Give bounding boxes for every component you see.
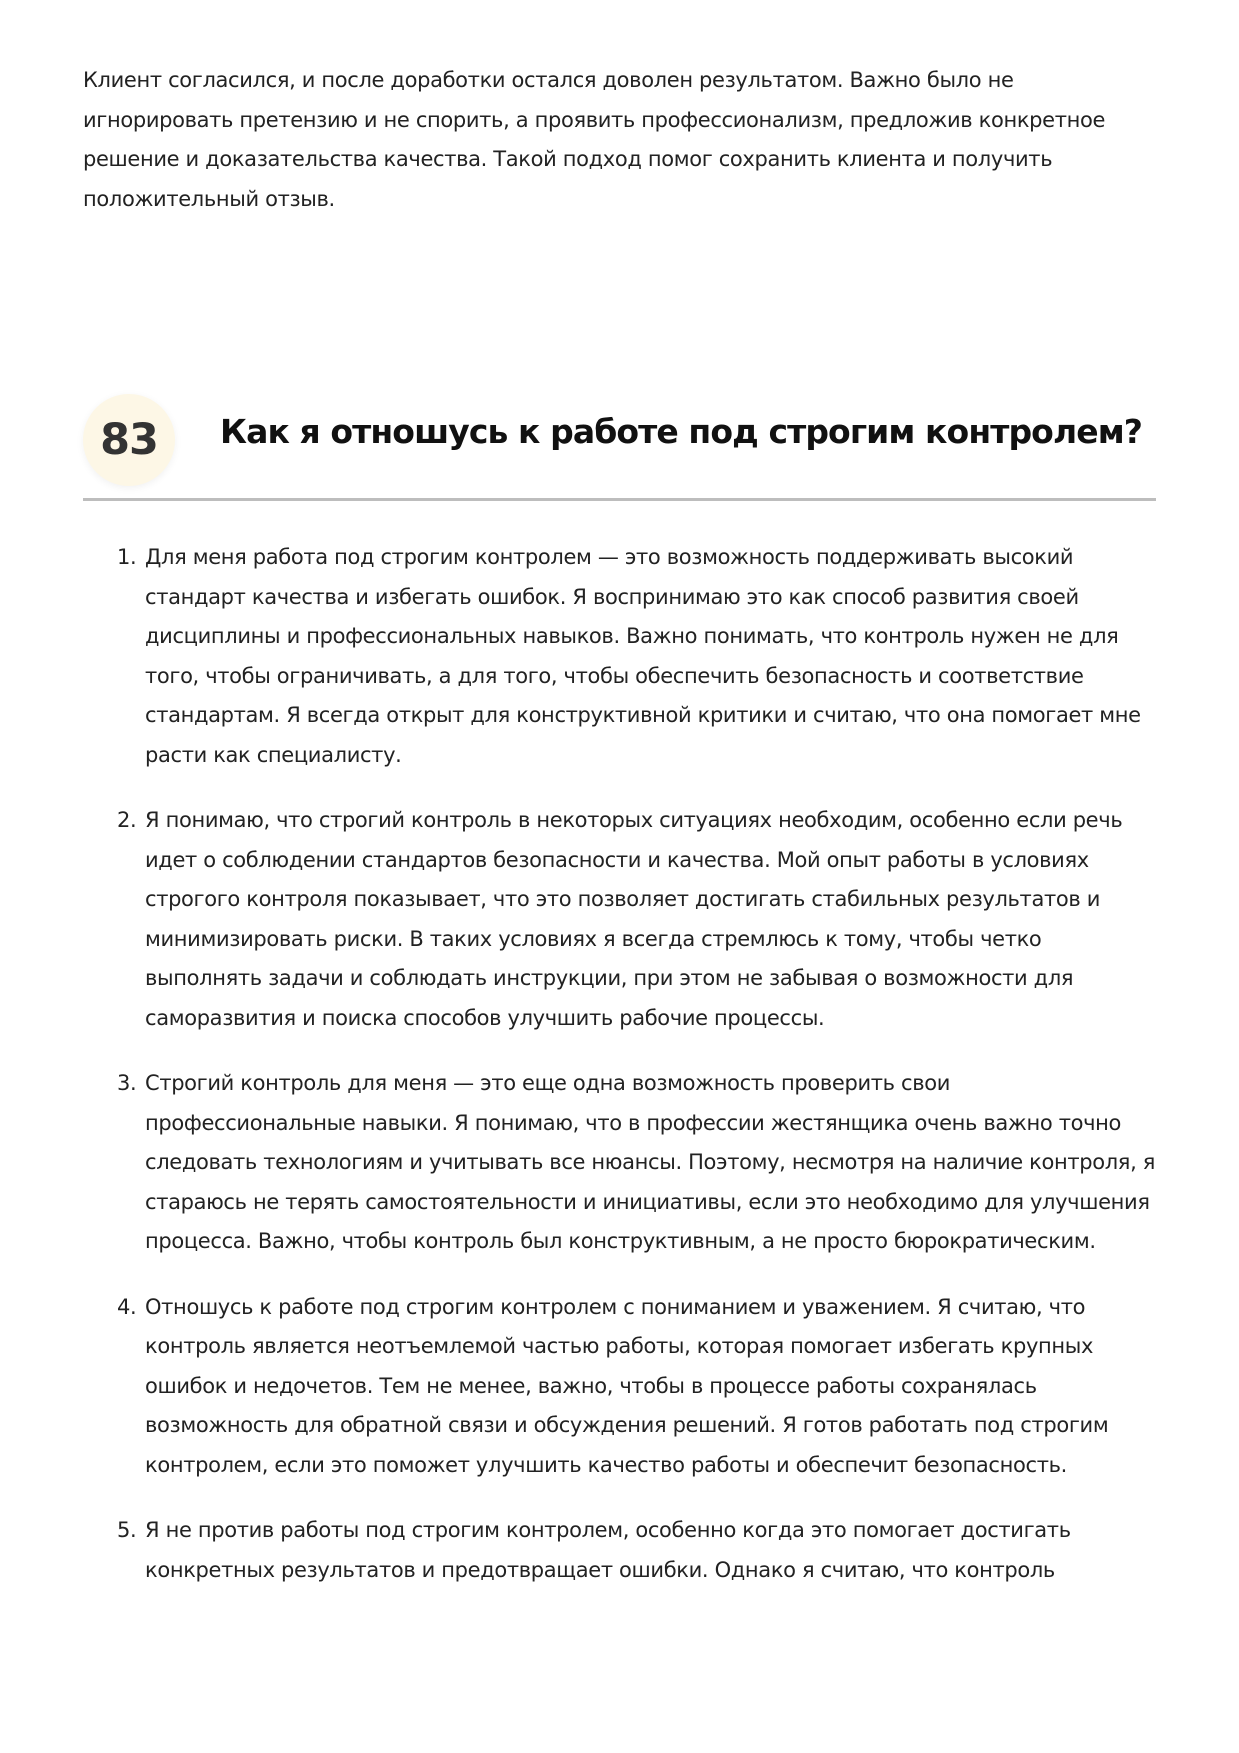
question-title: Как я отношусь к работе под строгим контролем? <box>220 412 1143 451</box>
answer-number: 3. <box>117 1071 137 1095</box>
answer-item <box>83 538 1158 775</box>
answer-number: 2. <box>117 808 137 832</box>
answer-text: Я не против работы под строгим контролем, особенно когда это помогает достигать конкретных результатов и предотвращает ошибки. Однако я считаю, что контроль <box>145 1518 1071 1582</box>
answer-list <box>83 538 1158 1616</box>
answer-text: Для меня работа под строгим контролем — это возможность поддерживать высокий стандарт качества и избегать ошибок. Я воспринимаю это как способ развития своей дисциплины и профессиональных навыков. Важно понимать, что контроль нужен не для того, чтобы ограничивать, а для того, чтобы обеспечить безопасность и соответствие стандартам. Я всегда открыт для конструктивной критики и считаю, что она помогает мне расти как специалисту. <box>145 545 1141 767</box>
answer-item <box>83 1511 1158 1590</box>
answer-text: Я понимаю, что строгий контроль в некоторых ситуациях необходим, особенно если речь идет о соблюдении стандартов безопасности и качества. Мой опыт работы в условиях строгого контроля показывает, что это позволяет достигать стабильных результатов и минимизировать риски. В таких условиях я всегда стремлюсь к тому, чтобы четко выполнять задачи и соблюдать инструкции, при этом не забывая о возможности для саморазвития и поиска способов улучшить рабочие процессы. <box>145 808 1123 1030</box>
answer-number: 1. <box>117 545 137 569</box>
answer-number: 4. <box>117 1294 137 1319</box>
answer-item <box>83 1288 1158 1486</box>
answer-number: 5. <box>117 1518 137 1542</box>
answer-item <box>83 801 1158 1038</box>
answer-text: Строгий контроль для меня — это еще одна возможность проверить свои профессиональные навыки. Я понимаю, что в профессии жестянщика очень важно точно следовать технологиям и учитывать все нюансы. Поэтому, несмотря на наличие контроля, я стараюсь не терять самостоятельности и инициативы, если это необходимо для улучшения процесса. Важно, чтобы контроль был конструктивным, а не просто бюрократическим. <box>145 1071 1156 1253</box>
intro-paragraph: Клиент согласился, и после доработки остался доволен результатом. Важно было не игнорировать претензию и не спорить, а проявить профессионализм, предложив конкретное решение и доказательства качества. Такой подход помог сохранить клиента и получить положительный отзыв. <box>83 68 1106 211</box>
answer-text: Отношусь к работе под строгим контролем с пониманием и уважением. Я считаю, что контроль является неотъемлемой частью работы, которая помогает избегать крупных ошибок и недочетов. Тем не менее, важно, чтобы в процессе работы сохранялась возможность для обратной связи и обсуждения решений. Я готов работать под строгим контролем, если это поможет улучшить качество работы и обеспечит безопасность. <box>145 1294 1109 1477</box>
answer-item <box>83 1064 1158 1262</box>
question-number-badge: 83 <box>83 394 175 486</box>
question-header <box>83 390 1156 501</box>
